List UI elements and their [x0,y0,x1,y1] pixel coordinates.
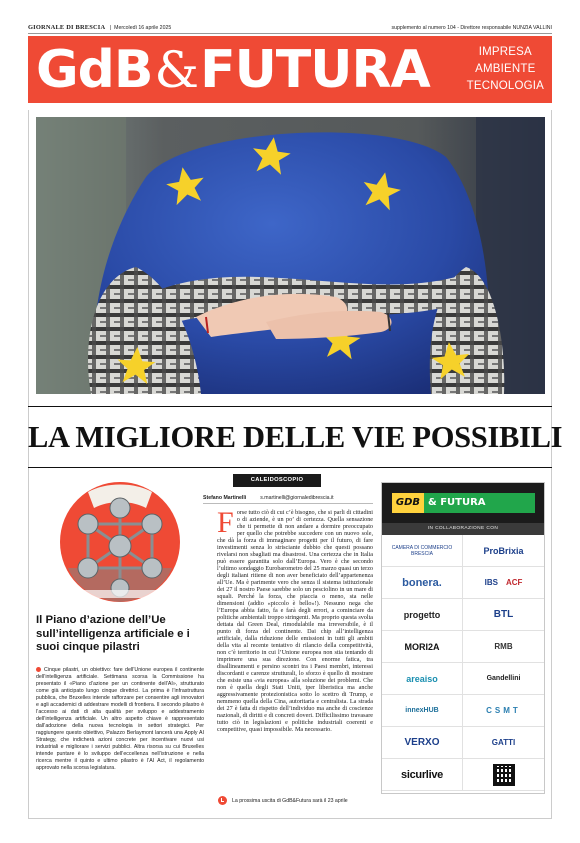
paper-name: GIORNALE DI BRESCIA [28,24,106,31]
drop-cap: F [217,506,234,539]
headline-box [28,406,563,468]
tag-tecnologia: TECNOLOGIA [466,80,544,92]
tag-ambiente: AMBIENTE [475,63,536,75]
logo-innexhub: innexHUB [382,695,463,727]
section-label: CALEIDOSCOPIO [233,474,321,487]
frame-bottom [28,818,552,819]
tag-impresa: IMPRESA [478,46,532,58]
next-issue-text: La prossima uscita di GdB&Futura sarà il 23 aprile [232,797,348,804]
top-info-line: GIORNALE DI BRESCIA | Mercoledì 16 aprile 2025 supplemento al numero 104 - Direttore responsabile NUNZIA VALLINI [28,22,552,34]
author-email[interactable]: s.martinelli@giornaledibrescia.it [260,495,334,501]
sponsor-brand-right: & FUTURA [428,497,486,508]
byline-rule [203,503,373,504]
masthead-logo: GdB&FUTURA [36,40,430,100]
atomium-illustration [36,478,204,606]
eu-flag-hug-image [36,117,545,394]
author-name: Stefano Martinelli [203,495,247,501]
qr-code-icon[interactable] [493,764,515,786]
sidebar-lead: Cinque pilastri, un obiettivo: fare dell’Unione europea il continente dell’intelligenza artificiale. Settimana scorsa la Commissione ha presentato il «Piano d’azione per un continente dell’AI», strutturato come già anticipato lungo cinque direttrici. La prima è l’infrastruttura pubblica, che Bruxelles intende rafforzare per consentire agli innovatori e agli accademici di addestrare modelli di frontiera. Il secondo pilastro è l’accesso ai dati di alta qualità per sviluppo e addestramento dell’intelligenza artificiale. Un altro aspetto chiave è rappresentato dall’adozione della nuova tecnologia in settori strategici. Per raggiungere questo obiettivo, Palazzo Berlaymont lancerà una Apply AI Strategy, che indicherà azioni concrete per incentivare nuovi usi industriali e migliorare i servizi pubblici. Altra risorsa su cui Bruxelles intende puntare è lo sviluppo dell’eccellenza nell’istruzione e nella ricerca mentre il quinto e ultimo pilastro è l’AI Act, il regolamento approvato nella scorsa legislatura. [36,666,204,772]
sponsor-collab-label: IN COLLABORAZIONE CON [382,523,544,535]
logo-ibs-acf: IBS ACF [463,567,544,599]
masthead [28,36,552,103]
qr-code[interactable] [463,759,544,791]
masthead-tags [467,44,544,95]
issue-date: Mercoledì 16 aprile 2025 [114,25,172,31]
sponsor-logo-grid [382,535,544,791]
editorial-body [217,506,373,735]
sponsor-header [382,483,544,523]
editorial-text: orse tutto ciò di cui c’è bisogno, che si parli di cittadini o di aziende, è un po’ di certezza. Quella sensazione che ti permette di non andare a dormire preoccupato per quello che potrebbe succedere con un nuovo sole, che dà la forza di immaginare progetti per il futuro, di fare investimenti senza lo strisciante dubbio che questi possano rivelarsi non sbagliati ma disastrosi. Una certezza che in Italia può essere garantita solo dall’Europa. Vero è che secondo l’ultimo sondaggio Eurobarometro del 25 marzo quasi un terzo degli italiani ritiene di non aver beneficiato dell’appartenenza all’Ue. Ma è parimente vero che senza il sistema istituzionale dei 27 il nostro Paese sarebbe solo un pesciolino in un mare di squali. Perché la forza, che piaccia o meno, sta nelle dimensioni (addio «piccolo è bello»!). Nessuno nega che l’Europa abbia fatto, fa e farà degli errori, a cominciare da politiche ambientali troppo stringenti. Ma proprio questa svolta dettata dal Green Deal, rimodulabile ma irreversibile, è il punto di forza del continente. Dai chip all’intelligenza artificiale, dalla riduzione delle emissioni in tutti gli ambiti della vita al recente tentativo di rilancio della competitività, non c’è territorio in cui l’Unione europea non stia tentando di imprimere una sua direzione. Con enorme fatica, tra disallineamenti e persino scontri tra i Paesi membri, interessi discordanti e carenze strutturali, lo sforzo è quello di mostrare che esiste una «via europea» alla soluzione dei problemi. Che non è quella degli Stati Uniti, iper liberistica ma anche aggressivamente protezionistica sotto lo scettro di Trump, e nemmeno quella della Cina, autoritaria e centralista. La strada dei 27 è fatta di rispetto dell’individuo ma anche di coscienze nazionali, di diritti e di concreti doveri. Difficilissimo travasare tutto ciò in legislazioni e politiche industriali coerenti e competitive, quasi impossibile. Ma necessario. [217,510,373,734]
sidebar-subhead: Il Piano d’azione dell’Ue sull’intelligenza artificiale e i suoi cinque pilastri [36,614,190,653]
logo-mori2a: MORI2A [382,631,463,663]
sponsor-brand-left: GDB [392,493,424,513]
supplement-info: supplemento al numero 104 - Direttore responsabile NUNZIA VALLINI [391,24,552,31]
logo-probrixia: ProBrixia [463,535,544,567]
next-issue-note [218,796,378,805]
main-headline: LA MIGLIORE DELLE VIE POSSIBILI [28,420,563,454]
logo-bonera: bonera. [382,567,463,599]
logo-areaiso: areaiso [382,663,463,695]
cover-photo [36,117,545,394]
atomium-icon [36,478,204,606]
logo-sicurlive: sicurlive [382,759,463,791]
left-column [36,478,204,772]
logo-btl: BTL [463,599,544,631]
logo-csmt: CSMT [463,695,544,727]
logo-gandellini: Gandellini [463,663,544,695]
logo-progetto: progetto [382,599,463,631]
sponsor-box [381,482,545,794]
logo-camera-commercio: CAMERA DI COMMERCIO BRESCIA [382,535,463,567]
bullet-dot-icon [36,667,41,672]
check-icon [218,796,227,805]
byline [203,495,373,501]
logo-gatti: GATTI [463,727,544,759]
logo-rmb: RMB [463,631,544,663]
logo-verxo: VERXO [382,727,463,759]
